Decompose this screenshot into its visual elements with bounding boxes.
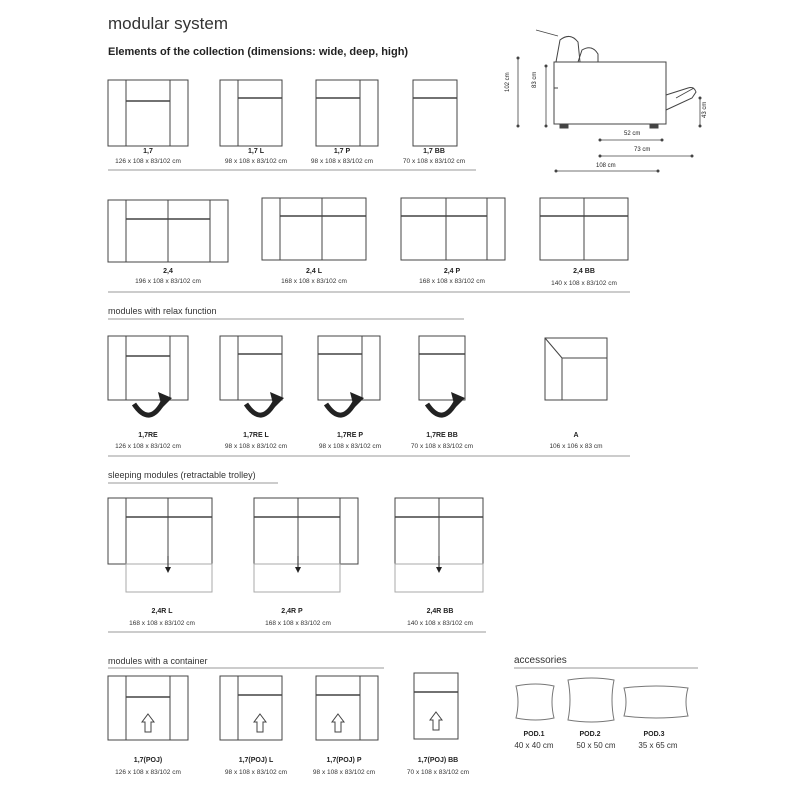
module-dims: 196 x 108 x 83/102 cm — [135, 278, 201, 285]
module-dims: 70 x 108 x 83/102 cm — [402, 158, 466, 165]
module-code: 1,7 BB — [423, 148, 445, 155]
module-2-4-l-drawing — [262, 198, 366, 260]
module-1-7-bb-drawing — [413, 80, 457, 146]
section-relax-label: modules with relax function — [108, 306, 217, 316]
module-code: A — [573, 432, 579, 439]
module-dims: 98 x 108 x 83/102 cm — [318, 443, 382, 450]
accessory-dims: 50 x 50 cm — [576, 741, 616, 750]
module-dims: 126 x 108 x 83/102 cm — [115, 158, 181, 165]
dim-83-label: 83 cm — [532, 71, 538, 88]
module-dims: 106 x 106 x 83 cm — [549, 443, 603, 450]
module-code: 2,4 L — [306, 268, 322, 275]
module-2-4r-l-drawing — [108, 498, 212, 592]
module-1-7poj-bb-drawing — [414, 673, 458, 739]
module-dims: 168 x 108 x 83/102 cm — [265, 620, 331, 627]
module-code: 1,7 P — [333, 148, 351, 155]
module-code: 1,7 — [143, 148, 153, 155]
module-2-4-bb-drawing — [540, 198, 628, 260]
module-2-4-drawing — [108, 200, 228, 262]
module-code: 1,7(POJ) P — [326, 757, 362, 764]
module-dims: 168 x 108 x 83/102 cm — [281, 278, 347, 285]
module-code: 2,4R L — [151, 608, 173, 615]
accessory-code: POD.3 — [643, 731, 665, 738]
module-1-7re-drawing — [108, 336, 188, 415]
module-dims: 140 x 108 x 83/102 cm — [551, 280, 617, 287]
page-title: modular system — [108, 14, 228, 33]
side-view-drawing — [517, 30, 702, 173]
module-code: 2,4 BB — [573, 268, 595, 275]
dim-43-label: 43 cm — [702, 101, 708, 118]
module-dims: 70 x 108 x 83/102 cm — [406, 769, 470, 776]
dim-52-label: 52 cm — [624, 131, 641, 137]
module-2-4-p-drawing — [401, 198, 505, 260]
module-1-7poj-l-drawing — [220, 676, 282, 740]
pillow-pod1-drawing — [516, 684, 554, 720]
pillow-pod3-drawing — [624, 686, 688, 718]
module-dims: 98 x 108 x 83/102 cm — [224, 443, 288, 450]
module-code: 1,7 L — [248, 148, 264, 155]
accessory-code: POD.1 — [523, 731, 545, 738]
module-1-7re-l-drawing — [220, 336, 284, 415]
section-container-label: modules with a container — [108, 656, 208, 666]
accessory-dims: 35 x 65 cm — [638, 741, 678, 750]
module-dims: 126 x 108 x 83/102 cm — [115, 769, 181, 776]
module-dims: 98 x 108 x 83/102 cm — [312, 769, 376, 776]
module-code: 1,7RE — [138, 432, 158, 439]
page-subtitle: Elements of the collection (dimensions: wide, deep, high) — [108, 46, 409, 58]
module-dims: 70 x 108 x 83/102 cm — [410, 443, 474, 450]
module-code: 1,7(POJ) BB — [417, 757, 459, 764]
module-code: 1,7RE L — [243, 432, 269, 439]
module-code: 1,7(POJ) — [133, 757, 163, 764]
module-1-7-p-drawing — [316, 80, 378, 146]
module-dims: 98 x 108 x 83/102 cm — [224, 158, 288, 165]
module-code: 2,4 P — [443, 268, 461, 275]
module-1-7poj-p-drawing — [316, 676, 378, 740]
section-accessories-label: accessories — [514, 655, 567, 666]
module-1-7re-bb-drawing — [419, 336, 465, 415]
dim-73-label: 73 cm — [634, 147, 651, 153]
module-code: 1,7RE P — [336, 432, 364, 439]
accessory-code: POD.2 — [579, 731, 601, 738]
module-dims: 126 x 108 x 83/102 cm — [115, 443, 181, 450]
module-a-corner-drawing — [545, 338, 607, 400]
pillow-pod2-drawing — [568, 678, 614, 722]
module-1-7-l-drawing — [220, 80, 282, 146]
dim-102-label: 102 cm — [505, 72, 511, 92]
dim-108-label: 108 cm — [596, 163, 616, 169]
module-dims: 140 x 108 x 83/102 cm — [407, 620, 473, 627]
module-dims: 168 x 108 x 83/102 cm — [129, 620, 195, 627]
module-dims: 168 x 108 x 83/102 cm — [419, 278, 485, 285]
module-code: 2,4 — [163, 268, 173, 275]
module-code: 2,4R P — [281, 608, 303, 615]
accessory-dims: 40 x 40 cm — [514, 741, 554, 750]
module-1-7-drawing — [108, 80, 188, 146]
module-1-7re-p-drawing — [318, 336, 380, 415]
section-sleeping-label: sleeping modules (retractable trolley) — [108, 470, 256, 480]
module-dims: 98 x 108 x 83/102 cm — [224, 769, 288, 776]
module-2-4r-p-drawing — [254, 498, 358, 592]
module-code: 2,4R BB — [426, 608, 454, 615]
module-code: 1,7(POJ) L — [238, 757, 274, 764]
module-2-4r-bb-drawing — [395, 498, 483, 592]
module-dims: 98 x 108 x 83/102 cm — [310, 158, 374, 165]
module-1-7poj-drawing — [108, 676, 188, 740]
module-code: 1,7RE BB — [426, 432, 458, 439]
